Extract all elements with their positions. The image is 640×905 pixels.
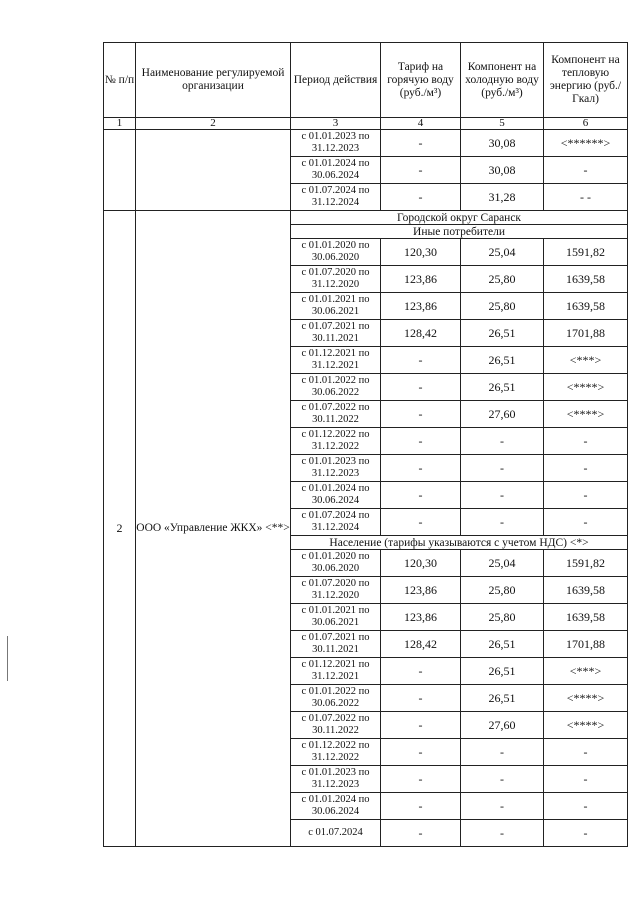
cold-water-component-cell: - bbox=[461, 766, 544, 793]
organization-cell: ООО «Управление ЖКХ» <**> bbox=[136, 211, 291, 847]
period-cell: с 01.07.2024 по 31.12.2024 bbox=[291, 509, 381, 536]
hot-water-tariff-cell: - bbox=[381, 482, 461, 509]
scan-margin-mark bbox=[7, 636, 8, 681]
hot-water-tariff-cell: - bbox=[381, 766, 461, 793]
hot-water-tariff-cell: - bbox=[381, 401, 461, 428]
row-number-cell: 2 bbox=[104, 211, 136, 847]
heat-component-cell: 1591,82 bbox=[544, 239, 628, 266]
hot-water-tariff-cell: - bbox=[381, 509, 461, 536]
hot-water-tariff-cell: - bbox=[381, 157, 461, 184]
period-cell: с 01.01.2024 по 30.06.2024 bbox=[291, 157, 381, 184]
header-row bbox=[104, 43, 628, 118]
header-cold-water-component: Компонент на холодную воду (руб./м³) bbox=[461, 43, 544, 118]
period-cell: с 01.01.2022 по 30.06.2022 bbox=[291, 685, 381, 712]
heat-component-cell: 1639,58 bbox=[544, 266, 628, 293]
heat-component-cell: - bbox=[544, 766, 628, 793]
organization-cell bbox=[136, 130, 291, 211]
hot-water-tariff-cell: - bbox=[381, 455, 461, 482]
column-number: 4 bbox=[381, 118, 461, 130]
cold-water-component-cell: 25,80 bbox=[461, 293, 544, 320]
cold-water-component-cell: 27,60 bbox=[461, 712, 544, 739]
cold-water-component-cell: 25,80 bbox=[461, 604, 544, 631]
column-number: 1 bbox=[104, 118, 136, 130]
cold-water-component-cell: 30,08 bbox=[461, 130, 544, 157]
table-body bbox=[104, 130, 628, 847]
hot-water-tariff-cell: - bbox=[381, 685, 461, 712]
period-cell: с 01.07.2021 по 30.11.2021 bbox=[291, 631, 381, 658]
hot-water-tariff-cell: 123,86 bbox=[381, 293, 461, 320]
column-number: 3 bbox=[291, 118, 381, 130]
hot-water-tariff-cell: 120,30 bbox=[381, 550, 461, 577]
period-cell: с 01.01.2024 по 30.06.2024 bbox=[291, 482, 381, 509]
cold-water-component-cell: - bbox=[461, 428, 544, 455]
period-cell: с 01.01.2023 по 31.12.2023 bbox=[291, 455, 381, 482]
table-row bbox=[104, 130, 628, 157]
period-cell: с 01.07.2020 по 31.12.2020 bbox=[291, 577, 381, 604]
period-cell: с 01.07.2022 по 30.11.2022 bbox=[291, 401, 381, 428]
period-cell: с 01.01.2022 по 30.06.2022 bbox=[291, 374, 381, 401]
consumer-group-heading: Иные потребители bbox=[291, 225, 628, 239]
hot-water-tariff-cell: - bbox=[381, 739, 461, 766]
row-number-cell bbox=[104, 130, 136, 211]
header-hot-water-tariff: Тариф на горячую воду (руб./м³) bbox=[381, 43, 461, 118]
period-cell: с 01.01.2020 по 30.06.2020 bbox=[291, 550, 381, 577]
cold-water-component-cell: 25,04 bbox=[461, 550, 544, 577]
cold-water-component-cell: 25,04 bbox=[461, 239, 544, 266]
period-cell: с 01.07.2020 по 31.12.2020 bbox=[291, 266, 381, 293]
period-cell: с 01.01.2021 по 30.06.2021 bbox=[291, 604, 381, 631]
cold-water-component-cell: 25,80 bbox=[461, 266, 544, 293]
heat-component-cell: <***> bbox=[544, 347, 628, 374]
hot-water-tariff-cell: - bbox=[381, 658, 461, 685]
hot-water-tariff-cell: 123,86 bbox=[381, 604, 461, 631]
hot-water-tariff-cell: - bbox=[381, 712, 461, 739]
header-heat-component: Компонент на тепловую энергию (руб./Гкал) bbox=[544, 43, 628, 118]
cold-water-component-cell: - bbox=[461, 739, 544, 766]
hot-water-tariff-cell: 120,30 bbox=[381, 239, 461, 266]
heat-component-cell: - bbox=[544, 820, 628, 847]
hot-water-tariff-cell: - bbox=[381, 374, 461, 401]
cold-water-component-cell: - bbox=[461, 820, 544, 847]
heat-component-cell: 1639,58 bbox=[544, 577, 628, 604]
period-cell: с 01.12.2021 по 31.12.2021 bbox=[291, 347, 381, 374]
cold-water-component-cell: 26,51 bbox=[461, 685, 544, 712]
heat-component-cell: <***> bbox=[544, 658, 628, 685]
heat-component-cell: - bbox=[544, 157, 628, 184]
period-cell: с 01.01.2024 по 30.06.2024 bbox=[291, 793, 381, 820]
period-cell: с 01.01.2023 по 31.12.2023 bbox=[291, 766, 381, 793]
hot-water-tariff-cell: - bbox=[381, 820, 461, 847]
cold-water-component-cell: 26,51 bbox=[461, 320, 544, 347]
cold-water-component-cell: 25,80 bbox=[461, 577, 544, 604]
hot-water-tariff-cell: 123,86 bbox=[381, 266, 461, 293]
column-number: 5 bbox=[461, 118, 544, 130]
cold-water-component-cell: - bbox=[461, 455, 544, 482]
column-number: 6 bbox=[544, 118, 628, 130]
cold-water-component-cell: - bbox=[461, 482, 544, 509]
heat-component-cell: 1639,58 bbox=[544, 604, 628, 631]
period-cell: с 01.07.2024 по 31.12.2024 bbox=[291, 184, 381, 211]
heat-component-cell: 1639,58 bbox=[544, 293, 628, 320]
header-organization: Наименование регулируемой организации bbox=[136, 43, 291, 118]
heat-component-cell: - - bbox=[544, 184, 628, 211]
column-number-row bbox=[104, 118, 628, 130]
period-cell: с 01.07.2024 bbox=[291, 820, 381, 847]
hot-water-tariff-cell: - bbox=[381, 793, 461, 820]
hot-water-tariff-cell: - bbox=[381, 428, 461, 455]
period-cell: с 01.01.2023 по 31.12.2023 bbox=[291, 130, 381, 157]
hot-water-tariff-cell: 123,86 bbox=[381, 577, 461, 604]
cold-water-component-cell: - bbox=[461, 509, 544, 536]
heat-component-cell: - bbox=[544, 455, 628, 482]
heat-component-cell: <****> bbox=[544, 712, 628, 739]
tariff-table bbox=[103, 42, 628, 847]
hot-water-tariff-cell: - bbox=[381, 184, 461, 211]
period-cell: с 01.12.2022 по 31.12.2022 bbox=[291, 739, 381, 766]
cold-water-component-cell: 30,08 bbox=[461, 157, 544, 184]
period-cell: с 01.07.2022 по 30.11.2022 bbox=[291, 712, 381, 739]
heat-component-cell: - bbox=[544, 793, 628, 820]
cold-water-component-cell: 31,28 bbox=[461, 184, 544, 211]
cold-water-component-cell: - bbox=[461, 793, 544, 820]
hot-water-tariff-cell: 128,42 bbox=[381, 631, 461, 658]
cold-water-component-cell: 27,60 bbox=[461, 401, 544, 428]
heat-component-cell: 1701,88 bbox=[544, 631, 628, 658]
period-cell: с 01.12.2022 по 31.12.2022 bbox=[291, 428, 381, 455]
heat-component-cell: <****> bbox=[544, 374, 628, 401]
heat-component-cell: <****> bbox=[544, 685, 628, 712]
cold-water-component-cell: 26,51 bbox=[461, 631, 544, 658]
table-row bbox=[104, 211, 628, 225]
cold-water-component-cell: 26,51 bbox=[461, 374, 544, 401]
hot-water-tariff-cell: 128,42 bbox=[381, 320, 461, 347]
heat-component-cell: - bbox=[544, 428, 628, 455]
hot-water-tariff-cell: - bbox=[381, 347, 461, 374]
heat-component-cell: 1701,88 bbox=[544, 320, 628, 347]
heat-component-cell: - bbox=[544, 482, 628, 509]
period-cell: с 01.01.2021 по 30.06.2021 bbox=[291, 293, 381, 320]
heat-component-cell: <****> bbox=[544, 401, 628, 428]
city-heading: Городской округ Саранск bbox=[291, 211, 628, 225]
header-number: № п/п bbox=[104, 43, 136, 118]
period-cell: с 01.07.2021 по 30.11.2021 bbox=[291, 320, 381, 347]
header-period: Период действия bbox=[291, 43, 381, 118]
heat-component-cell: <******> bbox=[544, 130, 628, 157]
consumer-group-heading: Население (тарифы указываются с учетом НДС) <*> bbox=[291, 536, 628, 550]
period-cell: с 01.01.2020 по 30.06.2020 bbox=[291, 239, 381, 266]
column-number: 2 bbox=[136, 118, 291, 130]
cold-water-component-cell: 26,51 bbox=[461, 658, 544, 685]
period-cell: с 01.12.2021 по 31.12.2021 bbox=[291, 658, 381, 685]
heat-component-cell: - bbox=[544, 739, 628, 766]
heat-component-cell: 1591,82 bbox=[544, 550, 628, 577]
cold-water-component-cell: 26,51 bbox=[461, 347, 544, 374]
heat-component-cell: - bbox=[544, 509, 628, 536]
hot-water-tariff-cell: - bbox=[381, 130, 461, 157]
